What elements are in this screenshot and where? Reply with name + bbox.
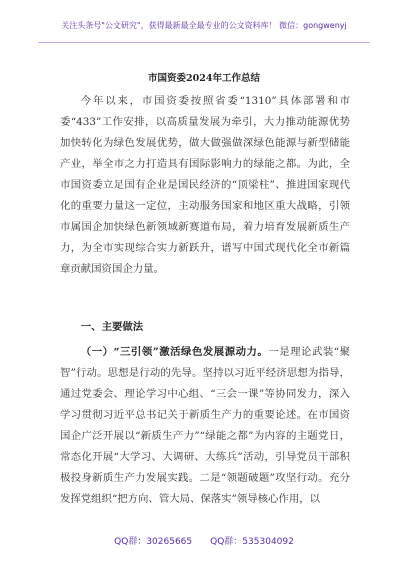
- header-banner: 关注头条号"公文研究"，获得最新最全最专业的公文资料库！ 微信：gongwenyj: [61, 21, 347, 30]
- footer-qq-group-1: QQ群：30265665: [114, 537, 193, 547]
- header-divider: [38, 42, 370, 43]
- footer-qq-group-2: QQ群：535304092: [210, 537, 294, 547]
- item-paragraph-1: [60, 342, 350, 510]
- document-title: 市国资委2024年工作总结: [148, 73, 260, 84]
- item-body-text: 一是理论武装“聚智”行动。思想是行动的先导。坚持以习近平经济思想为指导，通过党委会、理论学习中心组、“三会一课”等协同发力，深入学习贯彻习近平总书记关于新质生产力的重要论述。在市国资国企广泛开展以“新质生产力”“绿能之都”为内容的主题党日，常态化开展“大学习、大调研、大练兵”活动，引导党员干部积极投身新质生产力发展实践。二是“领题破题”攻坚行动。充分发挥党组织“把方向、管大局、保落实”领导核心作用，以: [60, 346, 351, 505]
- footer-contacts: [0, 534, 408, 547]
- item-lead-text: （一）“三引领”激活绿色发展源动力。: [80, 346, 269, 358]
- intro-paragraph: 今年以来，市国资委按照省委“1310”具体部署和市委“433”工作安排，以高质量发展为牵引，大力推动能源优势加快转化为绿色发展优势，做大做强做深绿色能源与新型储能产业，举全市之力打造具有国际影响力的绿能之都。为此，全市国资委立足国有企业是国民经济的“顶梁柱”、推进国家现代化的重要力量这一定位，主动服务国家和地区重大战略，引领市属国企加快绿色新领域新赛道布局，着力培育发展新质生产力，为全市实现综合实力新跃升，谱写中国式现代化全市新篇章贡献国资国企力量。: [60, 95, 350, 275]
- section-heading-main-practices: 一、主要做法: [80, 321, 144, 333]
